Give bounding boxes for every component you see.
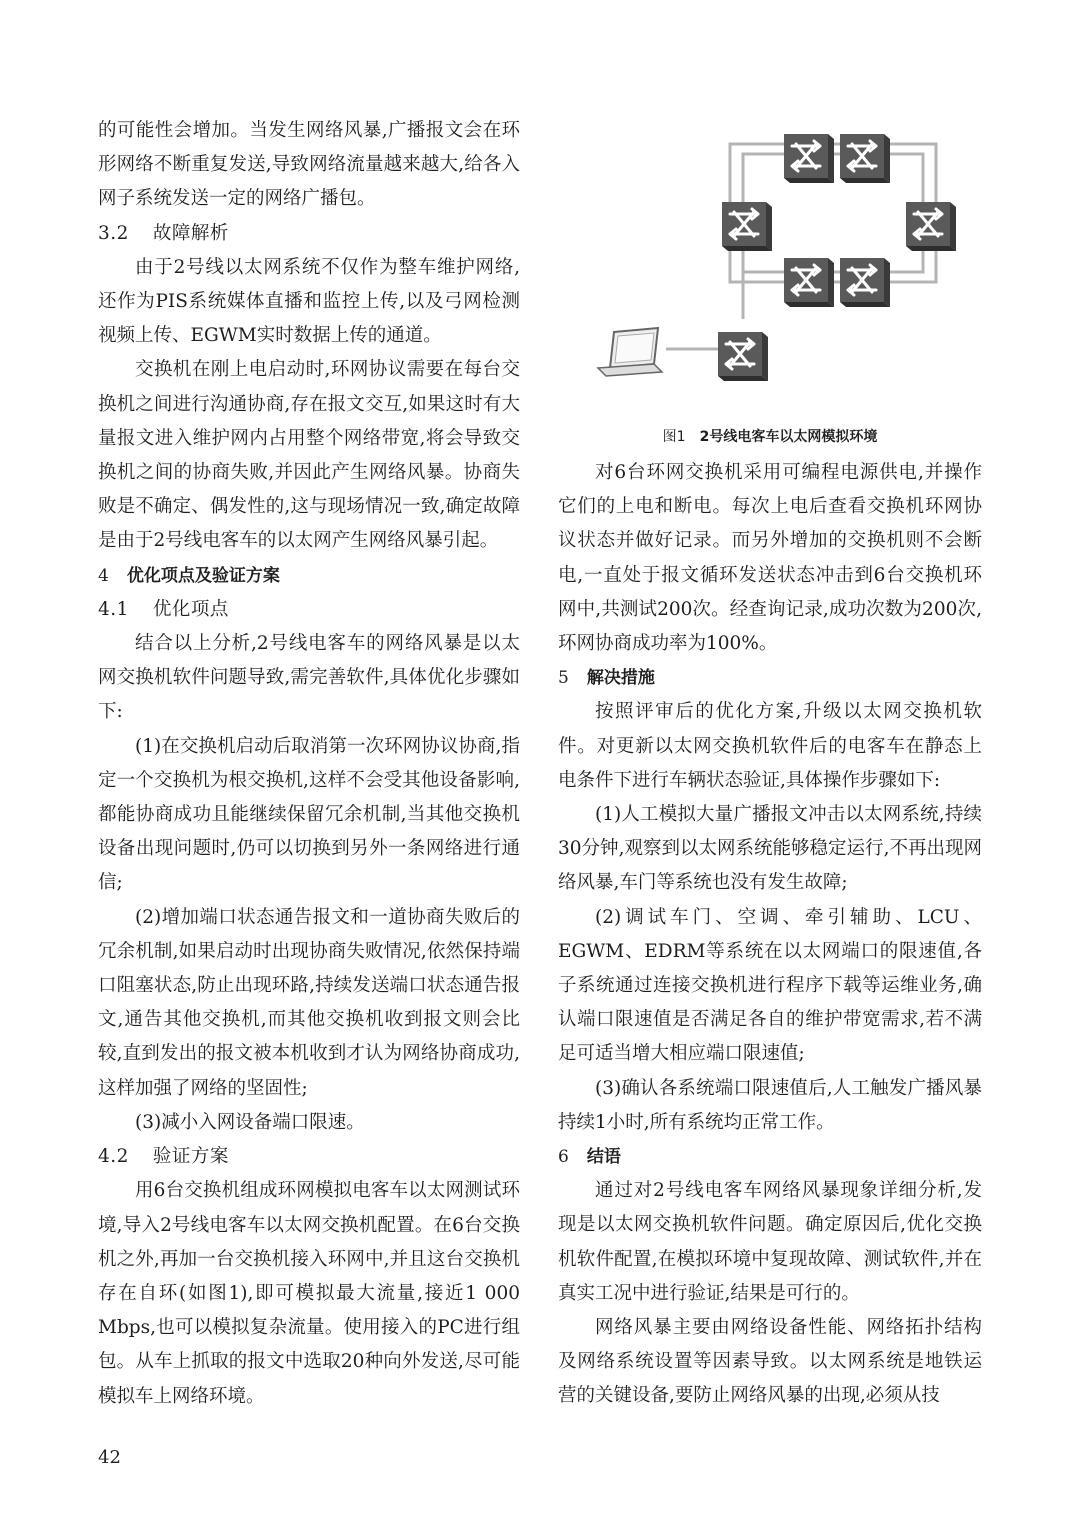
paragraph: 网络风暴主要由网络设备性能、网络拓扑结构及网络系统设置等因素导致。以太网系统是地铁运营的关键设备,要防止网络风暴的出现,必须从技	[558, 1317, 982, 1407]
section-title: 优化项点及验证方案	[126, 565, 280, 586]
section-number: 5	[558, 668, 569, 689]
paragraph: 对6台环网交换机采用可编程电源供电,并操作它们的上电和断电。每次上电后查看交换机环网协议状态并做好记录。而另外增加的交换机则不会断电,一直处于报文循环发送状态冲击到6台交换机环网中,共测试200次。经查询记录,成功次数为200次,环网协商成功率为100%。	[558, 462, 982, 655]
section-title: 优化项点	[152, 598, 229, 620]
paragraph: 用6台交换机组成环网模拟电客车以太网测试环境,导入2号线电客车以太网交换机配置。在6台交换机之外,再加一台交换机接入环网中,并且这台交换机存在自环(如图1),即可模拟最大流量,接近1 000 Mbps,也可以模拟复杂流量。使用接入的PC进行组包。从车上抓取的报文中选取20种向外发送,尽可能模拟车上网络环境。	[98, 1180, 520, 1407]
section-title: 解决措施	[586, 668, 655, 689]
right-column	[558, 114, 982, 1414]
paragraph: (2)调试车门、空调、牵引辅助、LCU、EGWM、EDRM等系统在以太网端口的限速值,各子系统通过连接交换机进行程序下载等运维业务,确认端口限速值是否满足各自的维护带宽需求,若不满足可适当增大相应端口限速值;	[558, 906, 982, 1065]
page-number: 42	[98, 1447, 121, 1468]
section-heading-4-2	[98, 1140, 520, 1174]
paragraph: 结合以上分析,2号线电客车的网络风暴是以太网交换机软件问题导致,需完善软件,具体优化步骤如下:	[98, 633, 520, 723]
section-title: 故障解析	[152, 222, 229, 244]
section-title: 验证方案	[152, 1146, 229, 1168]
paragraph: 由于2号线以太网系统不仅作为整车维护网络,还作为PIS系统媒体直播和监控上传,以及弓网检测视频上传、EGWM实时数据上传的通道。	[98, 256, 520, 347]
section-heading-6	[558, 1140, 982, 1174]
section-number: 3.2	[98, 222, 129, 244]
network-switch-icon	[906, 202, 956, 251]
section-heading-3-2	[98, 217, 520, 251]
section-number: 4.2	[98, 1146, 129, 1168]
laptop-icon	[598, 328, 662, 376]
paragraph: 通过对2号线电客车网络风暴现象详细分析,发现是以太网交换机软件问题。确定原因后,优化交换机软件配置,在模拟环境中复现故障、测试软件,并在真实工况中进行验证,结果是可行的。	[558, 1180, 982, 1304]
section-heading-5	[558, 661, 982, 695]
paragraph: (1)人工模拟大量广播报文冲击以太网系统,持续30分钟,观察到以太网系统能够稳定运行,不再出现网络风暴,车门等系统也没有发生故障;	[558, 804, 982, 894]
network-switch-icon	[840, 134, 890, 183]
network-switch-icon	[840, 258, 890, 307]
paragraph: 交换机在刚上电启动时,环网协议需要在每台交换机之间进行沟通协商,存在报文交互,如果这时有大量报文进入维护网内占用整个网络带宽,将会导致交换机之间的协商失败,并因此产生网络风暴。协商失败是不确定、偶发性的,这与现场情况一致,确定故障是由于2号线电客车的以太网产生网络风暴引起。	[98, 359, 520, 552]
section-number: 4.1	[98, 598, 129, 620]
paragraph: 的可能性会增加。当发生网络风暴,广播报文会在环形网络不断重复发送,导致网络流量越来越大,给各入网子系统发送一定的网络广播包。	[98, 120, 520, 210]
left-column	[98, 114, 520, 1414]
network-switch-icon	[718, 332, 768, 381]
figure-caption	[558, 426, 982, 448]
network-switch-icon	[722, 202, 772, 251]
figure-caption-text: 2号线电客车以太网模拟环境	[699, 429, 878, 445]
figure-network-diagram	[558, 114, 982, 422]
section-heading-4	[98, 559, 520, 593]
paragraph: 按照评审后的优化方案,升级以太网交换机软件。对更新以太网交换机软件后的电客车在静态上电条件下进行车辆状态验证,具体操作步骤如下:	[558, 701, 982, 791]
section-number: 6	[558, 1147, 569, 1168]
section-heading-4-1	[98, 593, 520, 627]
network-switch-icon	[784, 258, 834, 307]
figure-number: 图1	[662, 429, 686, 445]
paragraph: (1)在交换机启动后取消第一次环网协议协商,指定一个交换机为根交换机,这样不会受其他设备影响,都能协商成功且能继续保留冗余机制,当其他交换机设备出现问题时,仍可以切换到另外一条网络进行通信;	[98, 735, 520, 894]
section-number: 4	[98, 565, 109, 586]
network-switch-icon	[784, 134, 834, 183]
section-title: 结语	[586, 1147, 621, 1168]
ring-network-diagram	[558, 114, 982, 422]
paragraph: (3)减小入网设备端口限速。	[135, 1111, 365, 1133]
paragraph: (3)确认各系统端口限速值后,人工触发广播风暴持续1小时,所有系统均正常工作。	[558, 1077, 982, 1133]
paragraph: (2)增加端口状态通告报文和一道协商失败后的冗余机制,如果启动时出现协商失败情况,依然保持端口阻塞状态,防止出现环路,持续发送端口状态通告报文,通告其他交换机,而其他交换机收到报文则会比较,直到发出的报文被本机收到才认为网络协商成功,这样加强了网络的坚固性;	[98, 906, 520, 1099]
